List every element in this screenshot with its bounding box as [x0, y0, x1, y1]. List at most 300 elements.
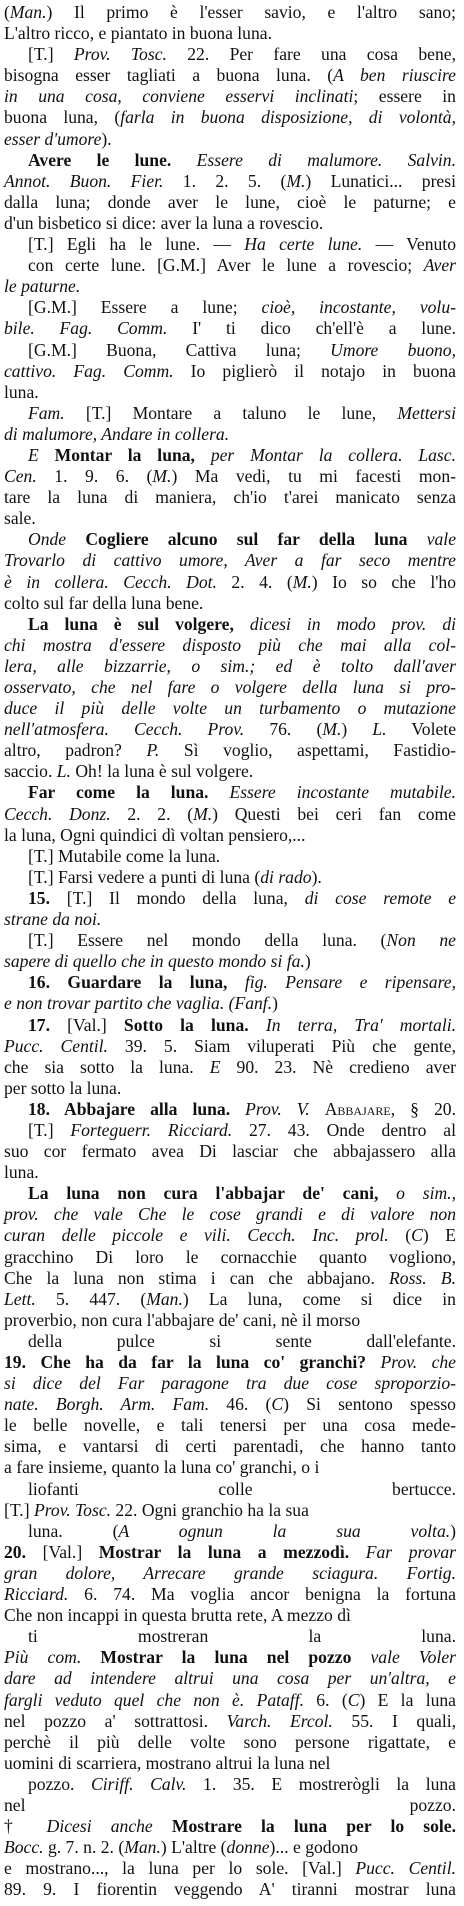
- text-line: [4, 1289, 456, 1310]
- text-run: Essere incostante mutabile.: [229, 782, 456, 803]
- text-run: C: [347, 1689, 360, 1710]
- text-run: dare ad intendere altrui una cosa per un'altra, e: [4, 1668, 456, 1689]
- text-run: Mettersi: [397, 402, 456, 423]
- text-line: [4, 1057, 456, 1078]
- text-run: buona luna, (: [4, 107, 121, 128]
- text-run: Mostrar la luna a mezzodì.: [98, 1541, 350, 1562]
- text-line: [4, 930, 456, 951]
- text-run: [366, 1352, 380, 1372]
- text-run: ).: [101, 128, 112, 149]
- text-run: per Montar la collera. Lasc.: [210, 444, 456, 465]
- text-line: [4, 1099, 456, 1120]
- text-run: [234, 614, 250, 634]
- text-run: [Val.]: [50, 1014, 124, 1035]
- text-run: sale.: [4, 508, 36, 529]
- text-run: [195, 445, 211, 465]
- text-line: [4, 761, 456, 782]
- text-line: [4, 698, 456, 719]
- text-run: è in collera. Cecch. Dot.: [4, 571, 217, 592]
- text-run: donne: [226, 1837, 270, 1858]
- text-run: 90. 23. Nè credieno aver: [220, 1056, 456, 1077]
- text-run: Far come la luna.: [28, 782, 209, 803]
- text-run: [G.M.] Buona, Cattiva luna;: [28, 339, 331, 360]
- text-run: fargli veduto quel che non è. Pataff.: [4, 1689, 304, 1710]
- text-line: [4, 86, 456, 107]
- text-run: ) E la luna: [359, 1689, 456, 1710]
- text-run: Non ne: [386, 930, 456, 951]
- text-run: ) Questi bei ceri fan come: [212, 803, 456, 824]
- text-line: [4, 1753, 456, 1774]
- text-run: 16. Guardare la luna,: [28, 972, 228, 993]
- text-line: [4, 2, 456, 23]
- text-run: luna. (: [28, 1520, 119, 1541]
- text-run: 22. Per fare una cosa bene,: [166, 44, 456, 65]
- text-line: [4, 1500, 456, 1521]
- text-run: di cose remote e: [304, 887, 457, 908]
- text-run: Lett.: [4, 1288, 36, 1309]
- text-run: La luna non cura l'abbajar de' cani,: [28, 1183, 379, 1204]
- text-run: [171, 150, 196, 170]
- text-run: farla in buona disposizione, di volontà,: [120, 107, 456, 128]
- text-line: [4, 150, 456, 171]
- text-run: [349, 1542, 366, 1562]
- text-run: gracchino Di loro le cornacchie quanto vogliono,: [4, 1246, 456, 1267]
- text-line: [4, 1457, 456, 1478]
- text-run: Prov. Tosc.: [73, 44, 167, 65]
- text-run: 1. 9. 6. (: [36, 466, 153, 487]
- text-line: [4, 1605, 456, 1626]
- text-run: luna.: [4, 381, 39, 402]
- text-run: Prov. Tosc.: [33, 1499, 112, 1520]
- text-run: con certe lune. [G.M.] Aver le lune a rovescio;: [28, 255, 424, 276]
- text-run: C: [271, 1394, 284, 1415]
- text-run: P.: [146, 740, 160, 761]
- text-run: uomini di scarriera, mostrano altrui la luna nel: [4, 1752, 331, 1773]
- text-run: Più com.: [4, 1647, 82, 1668]
- text-line: [4, 65, 456, 86]
- text-line: [4, 129, 456, 150]
- text-run: — Venuto: [362, 234, 456, 255]
- text-line: [4, 993, 456, 1014]
- text-run: 2. 2. (: [110, 803, 194, 824]
- text-line: [4, 403, 456, 424]
- text-line: [4, 782, 456, 803]
- text-run: 5. 447. (: [35, 1288, 147, 1309]
- text-line: [4, 1584, 456, 1605]
- text-run: [407, 529, 426, 549]
- text-run: Umore buono,: [330, 339, 456, 360]
- text-run: [249, 1015, 266, 1035]
- text-line: [4, 382, 456, 403]
- text-run: Annot. Buon. Fier.: [4, 170, 164, 191]
- text-run: duce il più delle volte un turbamento o mutazione: [4, 698, 456, 719]
- text-line: [4, 1204, 456, 1225]
- text-line: [4, 508, 456, 529]
- text-run: Man.: [9, 2, 47, 22]
- text-run: Abbajare: [324, 1098, 391, 1119]
- text-line: [4, 1837, 456, 1858]
- text-run: esser d'umore: [4, 128, 102, 149]
- text-run: Trovarlo di cattivo umore, Aver a far seco mentre: [4, 550, 456, 571]
- text-run: 55. I quali,: [332, 1710, 457, 1731]
- text-line: [4, 1563, 456, 1584]
- text-line: [4, 1331, 456, 1352]
- text-run: perchè il più delle volte sono persone rigattate, e: [4, 1731, 456, 1752]
- text-run: Essere di malumore. Salvin.: [196, 149, 456, 170]
- text-run: A ognun la sua volta.: [118, 1520, 451, 1541]
- text-line: [4, 593, 456, 614]
- text-run: 2. 4. (: [216, 571, 293, 592]
- text-run: M.: [152, 466, 172, 487]
- text-line: [4, 1479, 456, 1500]
- text-run: [81, 1647, 100, 1667]
- text-run: Forteguerr. Ricciard.: [70, 1119, 233, 1140]
- text-line: [4, 1225, 456, 1246]
- text-run: †: [4, 1816, 47, 1837]
- text-line: [4, 107, 456, 128]
- text-run: saccio.: [4, 761, 57, 782]
- text-run: che sia sotto la luna.: [4, 1056, 210, 1077]
- text-run: Avere le lune.: [28, 149, 172, 170]
- text-run: dicesi in modo prov. di: [249, 613, 456, 634]
- text-line: [4, 740, 456, 761]
- text-run: dalla luna; donde aver le lune, cioè le paturne; e: [4, 191, 456, 212]
- text-line: [4, 1078, 456, 1099]
- text-run: g. 7. n. 2. (: [43, 1837, 125, 1858]
- text-run: proverbio, non cura l'abbajare de' cani, nè il morso: [4, 1309, 361, 1330]
- text-line: [4, 1795, 456, 1816]
- text-run: di malumore, Andare in collera.: [4, 423, 230, 444]
- text-run: ; essere in: [353, 86, 456, 107]
- text-run: Volete: [386, 719, 457, 740]
- text-run: La luna è sul volgere,: [28, 613, 234, 634]
- text-run: altro, padron?: [4, 740, 147, 761]
- text-run: per sotto la luna.: [4, 1077, 122, 1098]
- text-line: [4, 192, 456, 213]
- text-run: Prov. V.: [245, 1098, 310, 1119]
- text-run: le belle novelle, e tali tenersi per una cosa mede-: [4, 1415, 456, 1436]
- text-run: Pucc. Centil.: [355, 1858, 456, 1879]
- text-line: [4, 888, 456, 909]
- text-run: In terra, Tra' mortali.: [265, 1014, 457, 1035]
- text-run: 6. (: [303, 1689, 348, 1710]
- text-line: [4, 1036, 456, 1057]
- text-run: luna.: [4, 1162, 39, 1183]
- text-run: [T.]: [4, 1499, 34, 1520]
- text-run: Varch. Ercol.: [226, 1710, 333, 1731]
- text-line: [4, 951, 456, 972]
- text-line: [4, 23, 456, 44]
- text-run: lera, alle bizzarrie, o sim.; ed è tolto dall'aver: [4, 655, 456, 676]
- text-run: M.: [292, 571, 312, 592]
- text-run: Mostrar la luna nel pozzo: [100, 1647, 352, 1668]
- text-run: [T.] Farsi vedere a punti di luna (: [28, 866, 261, 887]
- text-run: 76. (: [244, 719, 323, 740]
- text-run: (: [4, 2, 10, 22]
- text-run: Ross. B.: [389, 1267, 456, 1288]
- text-line: [4, 846, 456, 867]
- text-run: Che non incappi in questa brutta rete, A mezzo dì: [4, 1605, 351, 1626]
- text-run: Prov. che: [380, 1352, 456, 1372]
- text-run: bile. Fag. Comm.: [4, 318, 168, 339]
- text-run: 89. 9. I fiorentin veggendo A' tiranni mostrar luna: [4, 1879, 456, 1900]
- text-run: Far provar: [365, 1541, 456, 1562]
- text-run: [T.] Il mondo della luna,: [50, 887, 305, 908]
- text-run: curan delle piccole e vili. Cecch. Inc. prol.: [4, 1225, 389, 1246]
- text-run: 19.: [4, 1352, 26, 1372]
- text-run: sima, e vantarsi di certi parentadi, che hanno tanto: [4, 1436, 456, 1457]
- text-run: M.: [286, 170, 306, 191]
- text-run: Pucc. Centil.: [4, 1035, 108, 1056]
- text-line: [4, 635, 456, 656]
- text-run: , § 20.: [390, 1098, 456, 1119]
- text-run: della pulce si sente dall'elefante.: [28, 1330, 456, 1351]
- text-run: 6. 74. Ma voglia ancor benigna la fortuna: [68, 1584, 456, 1605]
- text-run: Cecch. Donz.: [4, 803, 111, 824]
- text-run: Io piglierò il notajo in buona: [173, 360, 456, 381]
- text-run: [39, 445, 55, 465]
- text-run: 20.: [4, 1541, 26, 1562]
- text-run: tare la luna di maniera, ch'io t'arei manicato senza: [4, 487, 456, 508]
- text-run: 15.: [28, 887, 50, 908]
- text-run: [230, 1099, 245, 1119]
- text-run: ) La luna, come si dice in: [182, 1288, 456, 1309]
- text-run: [T.] Montare a taluno le lune,: [64, 402, 398, 423]
- text-line: [4, 825, 456, 846]
- text-line: [4, 44, 456, 65]
- text-run: suo cor fermato avea Di lasciar che abbajassero alla: [4, 1141, 456, 1162]
- text-run: 46. (: [209, 1394, 272, 1415]
- text-run: la luna, Ogni quindici dì voltan pensiero,...: [4, 824, 306, 845]
- text-run: [G.M.] Essere a lune;: [28, 297, 262, 318]
- text-run: ).: [311, 866, 322, 887]
- text-run: le paturne.: [4, 276, 81, 297]
- text-line: [4, 1816, 456, 1837]
- text-line: [4, 1647, 456, 1668]
- text-run: ) Io so che l'ho: [311, 571, 457, 592]
- text-run: vale Voler: [370, 1647, 457, 1668]
- text-run: osservato, che nel fare o volgere della luna si pro-: [4, 677, 456, 697]
- text-run: E: [209, 1056, 221, 1077]
- text-run: pozzo.: [28, 1773, 91, 1794]
- text-run: [Val.]: [26, 1541, 99, 1562]
- text-run: d'un bisbetico si dice: aver la luna a rovescio.: [4, 212, 324, 233]
- text-run: Fam.: [28, 402, 65, 423]
- text-line: [4, 1436, 456, 1457]
- text-line: [4, 1690, 456, 1711]
- text-run: 22. Ogni granchio ha la sua: [111, 1499, 309, 1520]
- text-line: [4, 656, 456, 677]
- text-run: [66, 529, 85, 549]
- text-line: [4, 1247, 456, 1268]
- text-run: [26, 1352, 40, 1372]
- text-run: [208, 782, 229, 802]
- text-run: nate. Borgh. Arm. Fam.: [4, 1394, 210, 1415]
- text-run: ): [450, 1520, 456, 1541]
- text-line: [4, 424, 456, 445]
- text-line: [4, 804, 456, 825]
- text-run: Che la luna non stima i can che abbajano.: [4, 1267, 390, 1288]
- text-line: [4, 255, 456, 276]
- text-run: L.: [56, 761, 71, 782]
- text-run: Cen.: [4, 466, 37, 487]
- text-run: e mostrano..., la luna per lo sole. [Val.]: [4, 1858, 356, 1879]
- text-run: ): [272, 993, 278, 1014]
- text-run: E: [28, 444, 39, 465]
- text-line: [4, 972, 456, 993]
- text-line: [4, 1732, 456, 1753]
- text-run: 1. 35. E mostrerògli la luna: [186, 1773, 456, 1794]
- text-run: bisogna esser tagliati a buona luna. (: [4, 65, 334, 86]
- text-run: A ben riuscire: [333, 65, 456, 86]
- text-run: C: [411, 1225, 423, 1246]
- text-line: [4, 1521, 456, 1542]
- text-run: [310, 1099, 325, 1119]
- text-run: strane da noi.: [4, 909, 102, 930]
- text-line: [4, 909, 456, 930]
- text-line: [4, 297, 456, 318]
- text-line: [4, 677, 456, 698]
- text-run: sapere di quello che in questo mondo si fa.: [4, 951, 305, 972]
- text-run: nel pozzo a' sottrattosi.: [4, 1710, 227, 1731]
- text-run: [T.]: [28, 44, 74, 65]
- text-line: [4, 529, 456, 550]
- text-run: Che ha da far la luna co' granchi?: [40, 1352, 367, 1372]
- text-run: [T.]: [28, 1119, 71, 1140]
- text-run: cioè, incostante, volu-: [261, 297, 456, 318]
- text-line: [4, 1183, 456, 1204]
- text-run: Ha certe lune.: [244, 234, 363, 255]
- text-run: M.: [322, 719, 342, 740]
- text-line: [4, 1162, 456, 1183]
- text-line: [4, 719, 456, 740]
- text-run: I' ti dico ch'ell'è a lune.: [167, 318, 456, 339]
- text-line: [4, 234, 456, 255]
- text-line: [4, 550, 456, 571]
- text-run: Onde: [28, 529, 67, 550]
- text-run: Mostrare la luna per lo sole.: [171, 1816, 456, 1837]
- text-run: [153, 1816, 172, 1836]
- text-line: [4, 1352, 456, 1373]
- text-run: o sim.,: [396, 1183, 456, 1204]
- text-line: [4, 487, 456, 508]
- text-run: ) Lunatici... presi: [305, 170, 456, 191]
- text-run: Man.: [146, 1288, 183, 1309]
- text-run: Bocc.: [4, 1837, 44, 1858]
- text-run: )... e godono: [269, 1837, 358, 1858]
- text-run: L.: [372, 719, 387, 740]
- text-run: 1. 2. 5. (: [163, 170, 287, 191]
- text-line: [4, 1415, 456, 1436]
- text-line: [4, 1542, 456, 1563]
- text-run: [T.] Essere nel mondo della luna. (: [28, 930, 387, 951]
- text-run: ) Il primo è l'esser savio, e l'altro sano;: [46, 2, 456, 22]
- text-line: [4, 1858, 456, 1879]
- text-line: [4, 1879, 456, 1900]
- text-run: a fare insieme, quanto la luna co' granchi, o i: [4, 1457, 320, 1478]
- text-line: [4, 213, 456, 234]
- text-line: [4, 1774, 456, 1795]
- text-line: [4, 1711, 456, 1732]
- text-line: [4, 1141, 456, 1162]
- text-run: Cogliere alcuno sul far della luna: [85, 529, 408, 550]
- text-run: ) E: [422, 1225, 456, 1246]
- text-run: M.: [193, 803, 213, 824]
- text-run: in una cosa, conviene esservi inclinati: [4, 86, 354, 107]
- text-run: e non trovar partito che vaglia. (Fanf.: [4, 993, 273, 1014]
- text-run: Ciriff. Calv.: [91, 1773, 187, 1794]
- text-run: liofanti colle bertucce.: [28, 1478, 456, 1499]
- text-line: [4, 1310, 456, 1331]
- text-line: [4, 445, 456, 466]
- text-run: ): [341, 719, 373, 740]
- text-line: [4, 361, 456, 382]
- text-line: [4, 1268, 456, 1289]
- text-run: [351, 1647, 370, 1667]
- text-run: 18. Abbajare alla luna.: [28, 1098, 231, 1119]
- text-run: nel pozzo.: [4, 1794, 456, 1815]
- text-run: vale: [426, 529, 457, 550]
- text-run: Montar la luna,: [54, 444, 195, 465]
- text-run: Man.: [124, 1837, 161, 1858]
- text-run: di rado: [260, 866, 312, 887]
- text-line: [4, 276, 456, 297]
- text-run: ti mostreran la luna.: [28, 1626, 456, 1647]
- text-line: [4, 466, 456, 487]
- text-run: chi mostra d'essere disposto più che mai alla col-: [4, 634, 456, 655]
- text-run: ) L'altre (: [160, 1837, 227, 1858]
- text-run: Sì voglio, aspettami, Fastidio-: [159, 740, 456, 761]
- text-run: 17.: [28, 1014, 50, 1035]
- text-run: ): [304, 951, 311, 972]
- text-line: [4, 614, 456, 635]
- text-run: Ricciard.: [4, 1584, 69, 1605]
- text-line: [4, 340, 456, 361]
- text-run: L'altro ricco, e piantato in buona luna.: [4, 23, 272, 44]
- text-run: (: [388, 1225, 412, 1246]
- text-line: [4, 572, 456, 593]
- text-line: [4, 318, 456, 339]
- text-run: [378, 1183, 396, 1203]
- text-run: si dice del Far paragone tra due cose sproporzio-: [4, 1373, 456, 1394]
- text-run: 39. 5. Siam viluperati Più che gente,: [107, 1035, 456, 1056]
- text-run: ) Si sentono spesso: [283, 1394, 456, 1415]
- text-line: [4, 1373, 456, 1394]
- text-run: ) Ma vedi, tu mi facesti mon-: [171, 466, 456, 487]
- text-line: [4, 867, 456, 888]
- text-run: [227, 972, 244, 992]
- text-line: [4, 1120, 456, 1141]
- text-run: cattivo. Fag. Comm.: [4, 360, 174, 381]
- text-run: gran dolore, Arrecare grande sciagura. Fortig.: [4, 1562, 456, 1583]
- text-run: Oh! la luna è sul volgere.: [70, 761, 254, 782]
- text-line: [4, 1015, 456, 1036]
- text-run: Dicesi anche: [46, 1816, 153, 1837]
- text-line: [4, 1394, 456, 1415]
- text-run: [T.] Egli ha le lune. —: [28, 234, 245, 255]
- text-run: colto sul far della luna bene.: [4, 592, 204, 613]
- text-line: [4, 171, 456, 192]
- text-line: [4, 1668, 456, 1689]
- text-run: Aver: [423, 255, 456, 276]
- text-line: [4, 1626, 456, 1647]
- text-run: fig. Pensare e ripensare,: [244, 972, 456, 993]
- text-run: nell'atmosfera. Cecch. Prov.: [4, 719, 245, 740]
- text-run: 27. 43. Onde dentro al: [232, 1119, 456, 1140]
- text-run: Sotto la luna.: [123, 1014, 249, 1035]
- text-run: prov. che vale Che le cose grandi e di valore non: [4, 1204, 456, 1225]
- text-run: [T.] Mutabile come la luna.: [28, 845, 221, 866]
